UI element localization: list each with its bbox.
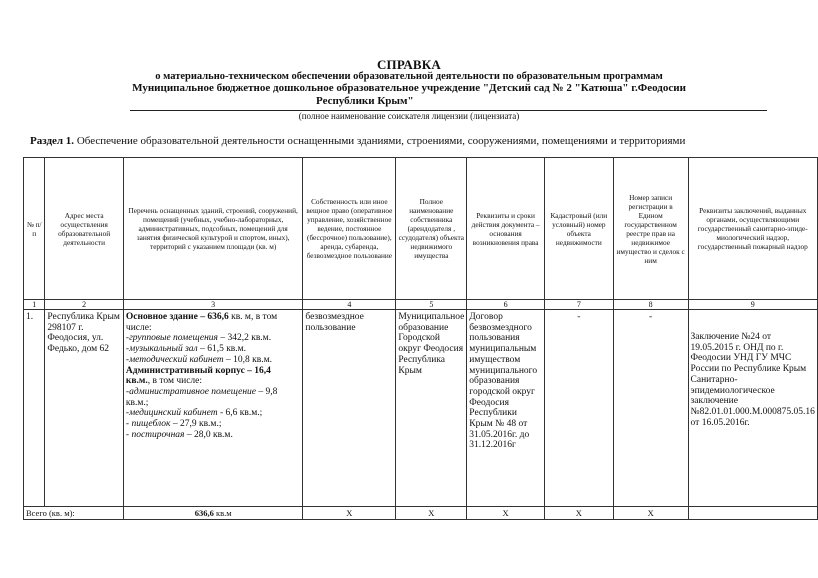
admin-room: -административное помещение <box>125 386 257 397</box>
doc-subtitle: о материально-техническом обеспечении образовательной деятельности по образовательным программам <box>155 71 663 82</box>
laundry: - постирочная <box>125 429 185 440</box>
col-header-address: Адрес места осуществления образовательной деятельности <box>45 158 124 300</box>
admin-room-area: – 9,8 <box>256 386 278 397</box>
col-number: 3 <box>123 300 302 310</box>
cell-objects <box>123 310 302 507</box>
col-number: 4 <box>303 300 396 310</box>
total-mark: X <box>396 507 467 520</box>
music-hall-area: – 61,5 кв.м. <box>197 344 247 355</box>
medical-office: -медицинский кабинет <box>125 408 218 419</box>
section-label: Раздел 1. <box>30 135 75 147</box>
col-number: 8 <box>613 300 688 310</box>
including-1: числе: <box>125 322 152 333</box>
method-office-area: – 10,8 кв.м. <box>223 354 272 365</box>
org-caption: (полное наименование соискателя лицензии (лицензиата) <box>298 111 520 121</box>
total-empty <box>688 507 817 520</box>
group-rooms: -групповые помещения <box>125 333 218 344</box>
col-header-right: Собственность или иное вещное право (оперативное управление, хозяйственное ведение, постоянное (бессрочное) пользование), аренда, субаренда, безвозмездное пользование <box>303 158 396 300</box>
kitchen-area: – 27,9 кв.м.; <box>170 419 222 430</box>
total-mark: X <box>467 507 545 520</box>
cell-registry: - <box>613 310 688 507</box>
laundry-area: – 28,0 кв.м. <box>184 429 233 440</box>
section-text: Обеспечение образовательной деятельности оснащенными зданиями, строениями, сооружениями, помещениями и территориями <box>74 135 686 147</box>
table-row <box>24 310 818 507</box>
cell-owner: Муниципальное образование Городской округ Феодосия Республика Крым <box>396 310 467 507</box>
col-header-conclusions: Реквизиты заключений, выданных органами, осуществляющими государственный санитарно-эпиде-миологический надзор, государственный пожарный надзор <box>688 158 817 300</box>
total-mark: X <box>613 507 688 520</box>
col-number: 1 <box>24 300 45 310</box>
col-number: 6 <box>467 300 545 310</box>
cell-conclusions: Заключение №24 от 19.05.2015 г. ОНД по г. Феодосии УНД ГУ МЧС России по Республике Крым Санитарно-эпидемиологическое заключение №82.01.01.000.М.000875.05.16 от 16.05.2016г. <box>688 310 817 507</box>
col-number: 7 <box>544 300 613 310</box>
cell-document: Договор безвозмездного пользования муниципальным имуществом муниципального образования городской округ Феодосия Республики Крым № 48 от 31.05.2016г. до 31.12.2016г <box>467 310 545 507</box>
total-mark: X <box>544 507 613 520</box>
cell-right: безвозмездное пользование <box>303 310 396 507</box>
col-header-document: Реквизиты и сроки действия документа – основания возникновения права <box>467 158 545 300</box>
cell-address: Республика Крым 298107 г. Феодосия, ул. Федько, дом 62 <box>45 310 124 507</box>
medical-office-area: - 6,6 кв.м.; <box>217 408 263 419</box>
cell-num: 1. <box>24 310 45 507</box>
column-numbers-row <box>24 300 818 310</box>
including-2: , в том числе: <box>147 376 203 387</box>
main-building: Основное здание – 636,6 <box>125 312 229 322</box>
table-header-row <box>24 158 818 300</box>
music-hall: -музыкальный зал <box>125 344 198 355</box>
col-number: 9 <box>688 300 817 310</box>
method-office: -методический кабинет <box>125 354 224 365</box>
total-row <box>24 507 818 520</box>
col-header-owner: Полное наименование собственника (арендодателя , ссудодателя) объекта недвижимого имущества <box>396 158 467 300</box>
total-unit: кв.м <box>213 508 232 518</box>
org-name-line-2: Республики Крым" <box>316 95 414 107</box>
total-label: Всего (кв. м): <box>24 507 124 520</box>
main-building-tail: кв. м, в том <box>228 312 278 322</box>
cell-cadastral: - <box>544 310 613 507</box>
admin-building: Административный корпус – 16,4 <box>125 365 271 376</box>
col-header-registry: Номер записи регистрации в Едином государственном реестре прав на недвижимое имущество и сделок с ним <box>613 158 688 300</box>
col-header-cadastral: Кадастровый (или условный) номер объекта недвижимости <box>544 158 613 300</box>
doc-title: СПРАВКА <box>376 57 442 72</box>
total-area: 636,6 <box>194 508 214 518</box>
col-header-objects: Перечень оснащенных зданий, строений, сооружений, помещений (учебных, учебно-лабораторных, административных, подсобных, помещений для занятия физической культурой и спортом, иных), территорий с указанием площади (кв. м) <box>123 158 302 300</box>
kitchen: - пищеблок <box>125 419 171 430</box>
admin-room-unit: кв.м.; <box>125 397 149 408</box>
admin-building-unit: кв.м. <box>125 376 148 387</box>
col-header-num: № п/п <box>24 158 45 300</box>
total-value <box>123 507 302 520</box>
facilities-table <box>23 157 818 520</box>
col-number: 2 <box>45 300 124 310</box>
section-heading <box>30 135 685 147</box>
org-name-line: Муниципальное бюджетное дошкольное образовательное учреждение "Детский сад № 2 "Катюша" г.Феодосии <box>132 82 686 94</box>
col-number: 5 <box>396 300 467 310</box>
total-mark: X <box>303 507 396 520</box>
group-rooms-area: – 342,2 кв.м. <box>217 333 272 344</box>
